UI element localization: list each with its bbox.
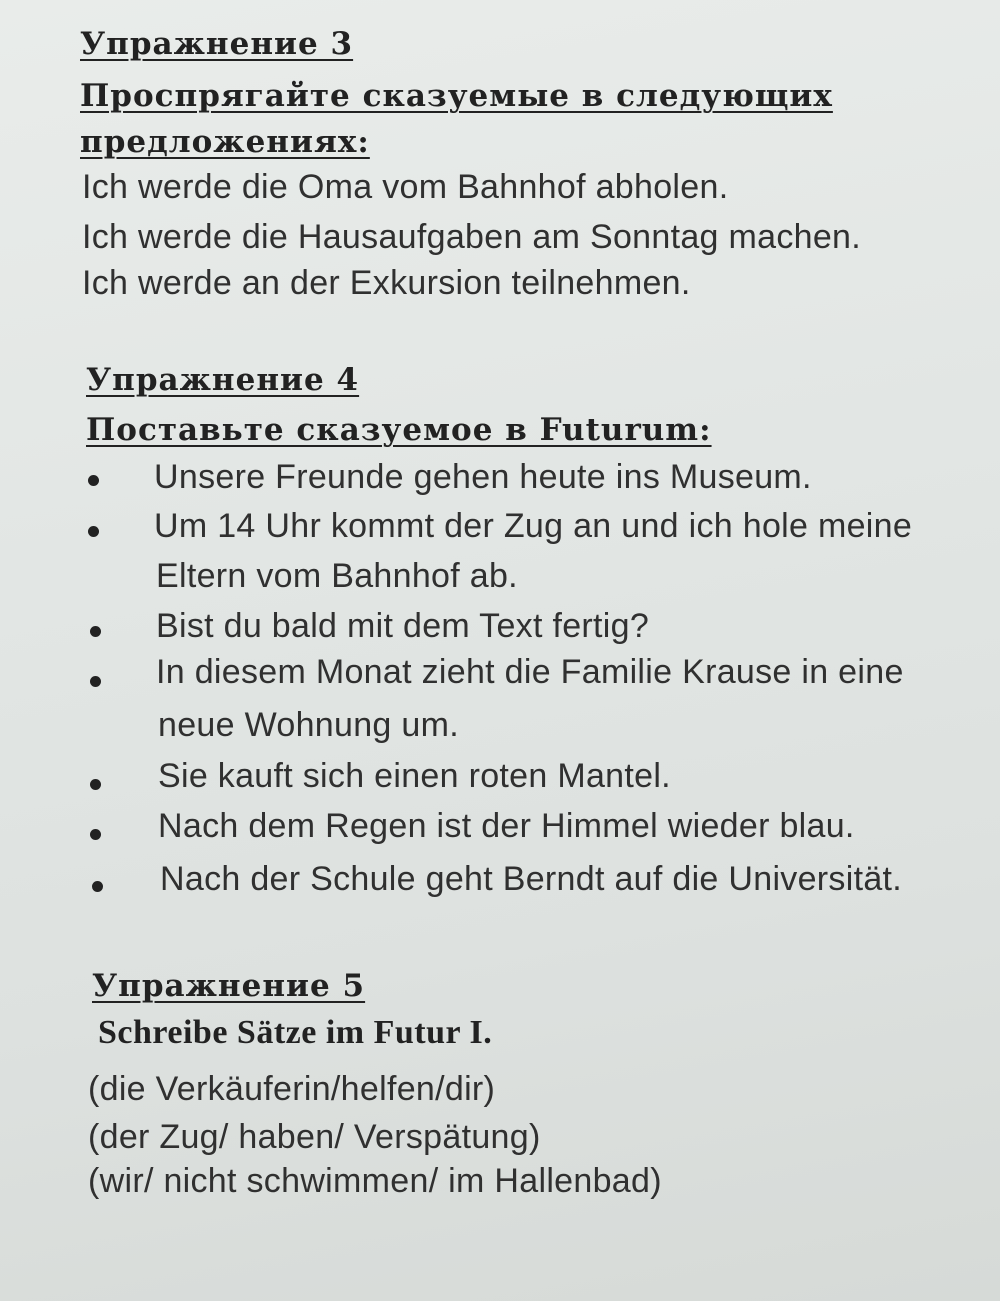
bullet-icon [90,779,101,790]
exercise-5-prompt: (die Verkäuferin/helfen/dir) [88,1070,496,1108]
bullet-icon [88,526,99,537]
bullet-icon [90,676,101,687]
bullet-icon [90,626,101,637]
exercise-5-instruction: Schreibe Sätze im Futur I. [98,1014,493,1051]
exercise-4-item: Unsere Freunde gehen heute ins Museum. [154,458,812,496]
bullet-icon [90,829,101,840]
exercise-5-prompt: (wir/ nicht schwimmen/ im Hallenbad) [88,1162,662,1200]
exercise-3-instruction-line1: Проспрягайте сказуемые в следующих [80,78,833,114]
exercise-5-title: Упражнение 5 [92,968,366,1004]
exercise-3-sentence: Ich werde die Hausaufgaben am Sonntag machen. [82,218,861,256]
exercise-4-item: Um 14 Uhr kommt der Zug an und ich hole meine [154,507,913,545]
exercise-3-sentence: Ich werde die Oma vom Bahnhof abholen. [82,168,729,206]
exercise-4-item-continuation: Eltern vom Bahnhof ab. [156,557,518,595]
bullet-icon [92,881,103,892]
exercise-5-prompt: (der Zug/ haben/ Verspätung) [88,1118,541,1156]
exercise-3-title: Упражнение 3 [80,26,354,62]
exercise-3-instruction-line2: предложениях: [80,124,370,160]
exercise-4-item-continuation: neue Wohnung um. [158,706,459,744]
exercise-4-item: Bist du bald mit dem Text fertig? [156,607,650,645]
exercise-4-instruction: Поставьте сказуемое в Futurum: [86,412,712,448]
bullet-icon [88,475,99,486]
exercise-4-title: Упражнение 4 [86,362,360,398]
exercise-4-item: Nach der Schule geht Berndt auf die Universität. [160,860,903,898]
exercise-4-item: In diesem Monat zieht die Familie Krause in eine [156,653,904,691]
exercise-4-item: Sie kauft sich einen roten Mantel. [158,757,671,795]
exercise-3-sentence: Ich werde an der Exkursion teilnehmen. [82,264,691,302]
exercise-4-item: Nach dem Regen ist der Himmel wieder blau. [158,807,855,845]
